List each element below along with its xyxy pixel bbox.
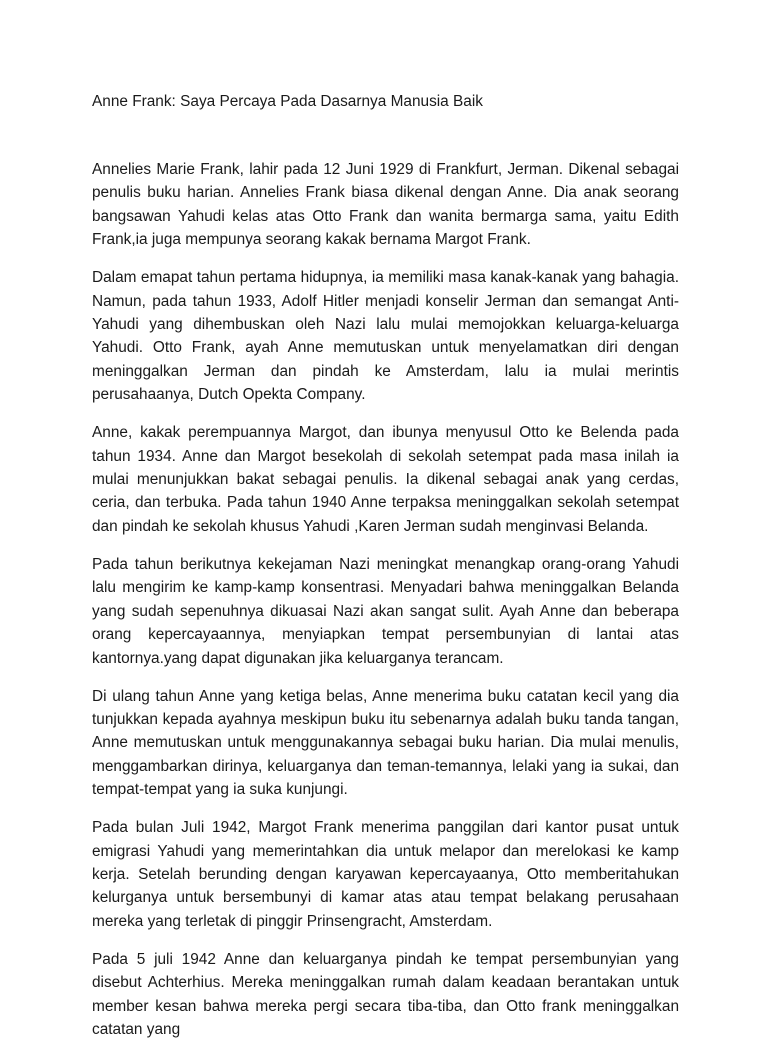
paragraph-1: Annelies Marie Frank, lahir pada 12 Juni 1929 di Frankfurt, Jerman. Dikenal sebagai penulis buku harian. Annelies Frank biasa dikenal dengan Anne. Dia anak seorang bangsawan Yahudi kelas atas Otto Frank dan wanita bermarga sama, yaitu Edith Frank,ia juga mempunya seorang kakak bernama Margot Frank. xyxy=(92,161,679,249)
paragraph-3: Anne, kakak perempuannya Margot, dan ibunya menyusul Otto ke Belenda pada tahun 1934. Anne dan Margot besekolah di sekolah setempat pada masa inilah ia mulai menunjukkan bakat sebagai penulis. Ia dikenal sebagai anak yang cerdas, ceria, dan terbuka. Pada tahun 1940 Anne terpaksa meninggalkan sekolah setempat dan pindah ke sekolah khusus Yahudi ,Karen Jerman sudah menginvasi Belanda. xyxy=(92,424,679,535)
paragraph-2: Dalam emapat tahun pertama hidupnya, ia memiliki masa kanak-kanak yang bahagia. Namun, pada tahun 1933, Adolf Hitler menjadi konselir Jerman dan semangat Anti-Yahudi yang dihembuskan oleh Nazi lalu mulai memojokkan keluarga-keluarga Yahudi. Otto Frank, ayah Anne memutuskan untuk menyelamatkan diri dengan meninggalkan Jerman dan pindah ke Amsterdam, lalu ia mulai merintis perusahaanya, Dutch Opekta Company. xyxy=(92,269,679,404)
document-title: Anne Frank: Saya Percaya Pada Dasarnya Manusia Baik xyxy=(92,93,483,110)
paragraph-6: Pada bulan Juli 1942, Margot Frank menerima panggilan dari kantor pusat untuk emigrasi Yahudi yang memerintahkan dia untuk melapor dan merelokasi ke kamp kerja. Setelah berunding dengan karyawan kepercayaanya, Otto memberitahukan kelurganya untuk bersembunyi di kamar atas atau tempat belakang perusahaan mereka yang terletak di pinggir Prinsengracht, Amsterdam. xyxy=(92,819,679,930)
document-body xyxy=(92,158,679,1056)
paragraph-4: Pada tahun berikutnya kekejaman Nazi meningkat menangkap orang-orang Yahudi lalu mengirim ke kamp-kamp konsentrasi. Menyadari bahwa meninggalkan Belanda yang sudah sepenuhnya dikuasai Nazi akan sangat sulit. Ayah Anne dan beberapa orang kepercayaannya, menyiapkan tempat persembunyian di lantai atas kantornya.yang dapat digunakan jika keluarganya terancam. xyxy=(92,555,679,667)
paragraph-5: Di ulang tahun Anne yang ketiga belas, Anne menerima buku catatan kecil yang dia tunjukkan kepada ayahnya meskipun buku itu sebenarnya adalah buku tanda tangan, Anne memutuskan untuk menggunakannya sebagai buku harian. Dia mulai menulis, menggambarkan dirinya, keluarganya dan teman-temannya, lelaki yang ia sukai, dan tempat-tempat yang ia suka kunjungi. xyxy=(92,687,679,799)
paragraph-7: Pada 5 juli 1942 Anne dan keluarganya pindah ke tempat persembunyian yang disebut Achterhius. Mereka meninggalkan rumah dalam keadaan berantakan untuk member kesan bahwa mereka pergi secara tiba-tiba, dan Otto frank meninggalkan catatan yang xyxy=(92,950,679,1038)
